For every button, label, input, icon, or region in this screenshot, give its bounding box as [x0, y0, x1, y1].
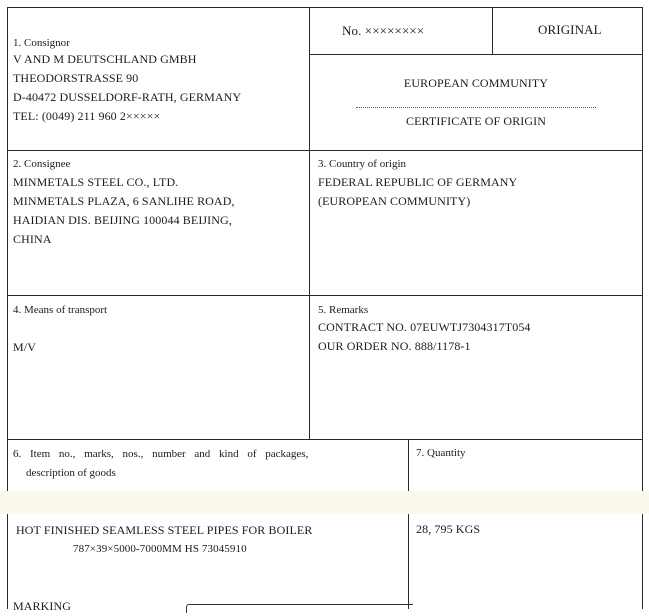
row1-divider [7, 150, 643, 151]
consignor-line: TEL: (0049) 211 960 2××××× [13, 109, 161, 123]
consignor-line: D-40472 DUSSELDORF-RATH, GERMANY [13, 90, 242, 104]
middle-divider [309, 7, 310, 439]
header-divider [309, 54, 643, 55]
consignee-line: CHINA [13, 232, 52, 246]
remarks-line: CONTRACT NO. 07EUWTJ7304317T054 [318, 320, 531, 334]
quantity-value: 28, 795 KGS [416, 522, 481, 536]
row3-divider [7, 439, 643, 440]
number-original-divider [492, 7, 493, 54]
heading-dotted-rule [356, 107, 596, 108]
transport-value: M/V [13, 340, 36, 354]
consignor-line: THEODORSTRASSE 90 [13, 71, 139, 85]
remarks-label: 5. Remarks [318, 304, 369, 316]
consignee-line: HAIDIAN DIS. BEIJING 100044 BEIJING, [13, 213, 232, 227]
certificate-number: No. ×××××××× [342, 23, 425, 38]
transport-label: 4. Means of transport [13, 304, 108, 316]
left-border [7, 7, 8, 609]
row2-divider [7, 295, 643, 296]
scan-highlight-band [0, 491, 649, 514]
country-of-origin-label: 3. Country of origin [318, 158, 406, 170]
original-label: ORIGINAL [538, 22, 602, 37]
goods-description: HOT FINISHED SEAMLESS STEEL PIPES FOR BOILER [16, 523, 313, 537]
remarks-line: OUR ORDER NO. 888/1178-1 [318, 339, 471, 353]
quantity-label: 7. Quantity [416, 447, 466, 459]
certificate-of-origin-heading: CERTIFICATE OF ORIGIN [405, 114, 547, 128]
top-border [7, 7, 643, 8]
consignee-line: MINMETALS PLAZA, 6 SANLIHE ROAD, [13, 194, 235, 208]
consignor-label: 1. Consignor [13, 37, 70, 49]
quantity-divider [408, 439, 409, 609]
marking-label: MARKING [13, 599, 72, 613]
consignee-label: 2. Consignee [13, 158, 71, 170]
goods-label-line1: 6. Item no., marks, nos., number and kind of packages, [13, 448, 309, 460]
right-border [642, 7, 643, 609]
consignee-line: MINMETALS STEEL CO., LTD. [13, 175, 179, 189]
goods-label-line2: description of goods [26, 467, 116, 479]
country-of-origin-line: (EUROPEAN COMMUNITY) [318, 194, 471, 208]
goods-specification: 787×39×5000-7000MM HS 73045910 [73, 543, 247, 555]
consignor-line: V AND M DEUTSCHLAND GMBH [13, 52, 197, 66]
country-of-origin-line: FEDERAL REPUBLIC OF GERMANY [318, 175, 518, 189]
european-community-heading: EUROPEAN COMMUNITY [403, 76, 549, 90]
